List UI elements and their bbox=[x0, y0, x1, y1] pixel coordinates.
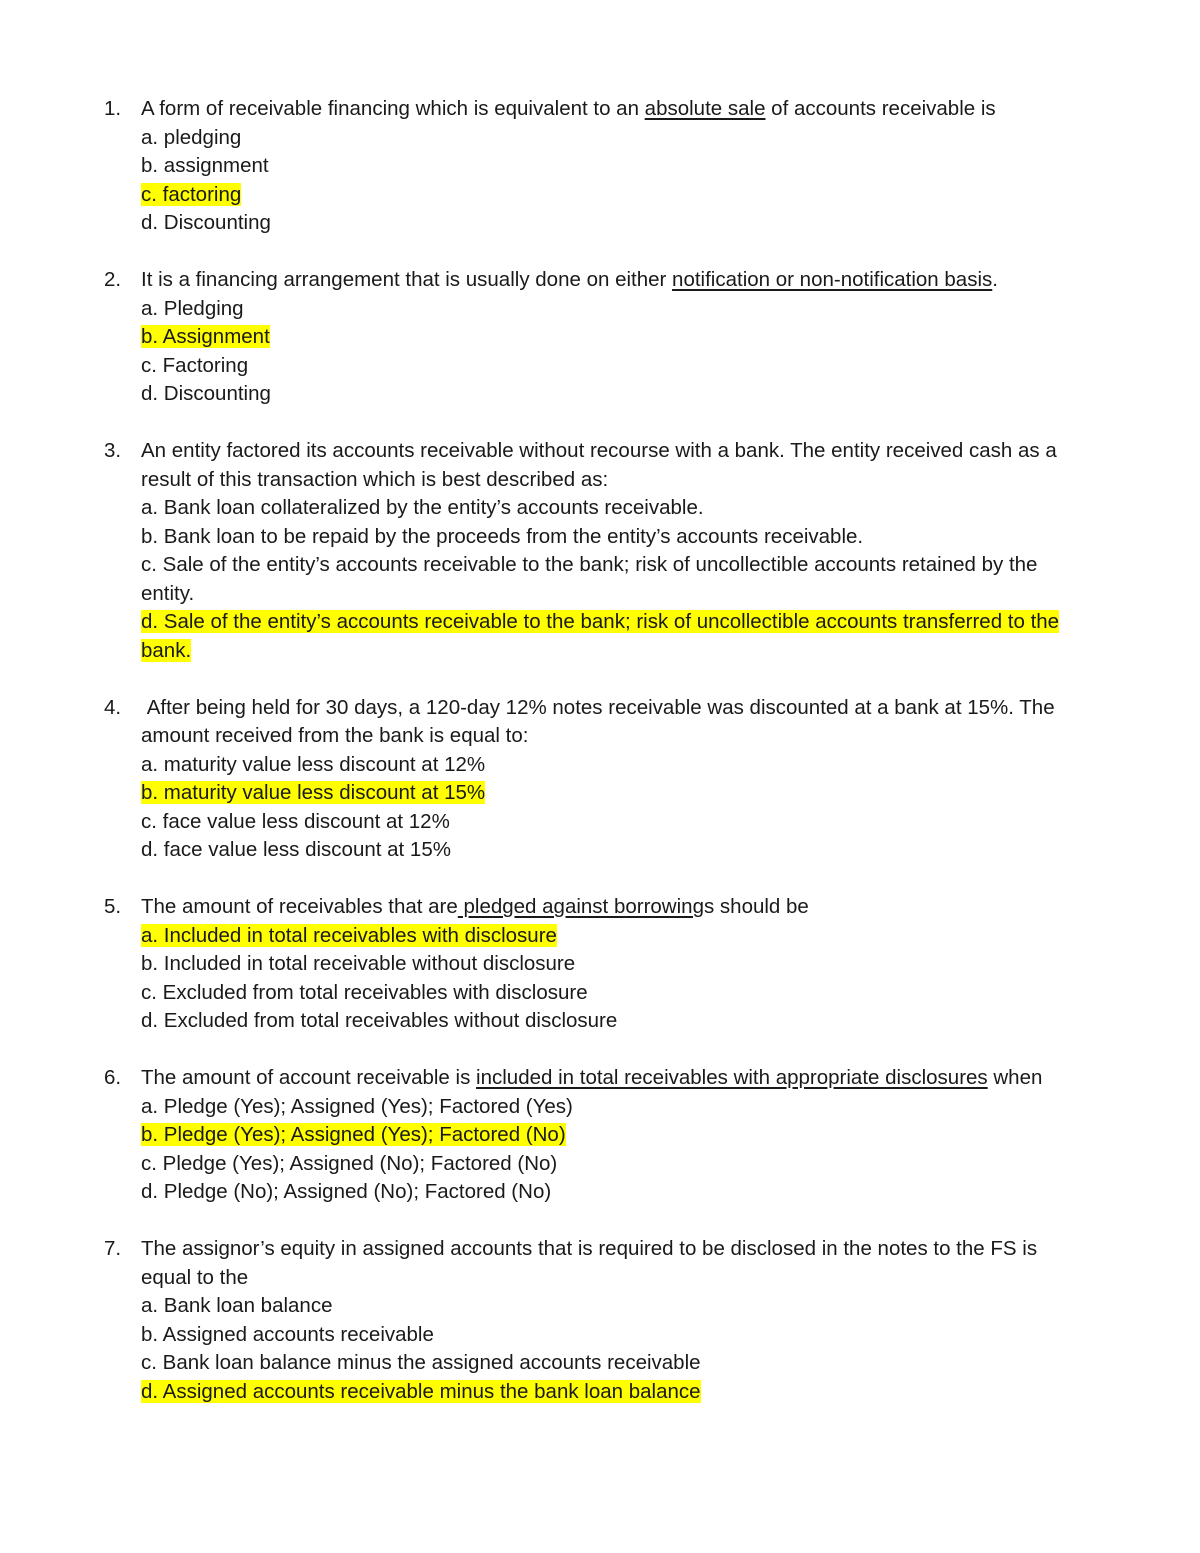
question-6 bbox=[104, 1064, 1111, 1207]
stem-underlined-text: absolute sale bbox=[644, 97, 766, 120]
question-stem: After being held for 30 days, a 120-day 12% notes receivable was discounted at a bank at 15%. The amount received from the bank is equal to: bbox=[141, 695, 1061, 747]
choice-b-answer bbox=[141, 1121, 1111, 1150]
question-stem bbox=[141, 266, 1111, 295]
choice-text: d. face value less discount at 15% bbox=[141, 838, 451, 861]
choice-a bbox=[141, 124, 1111, 153]
question-3 bbox=[104, 437, 1111, 665]
choice-d bbox=[141, 209, 1111, 238]
choice-text: a. Bank loan balance bbox=[141, 1294, 333, 1317]
choice-b bbox=[141, 523, 1111, 552]
highlighted-answer: b. Assignment bbox=[141, 325, 270, 348]
highlighted-answer: b. maturity value less discount at 15% bbox=[141, 781, 486, 804]
question-5 bbox=[104, 893, 1111, 1036]
highlighted-answer: d. Assigned accounts receivable minus the bank loan balance bbox=[141, 1379, 701, 1403]
choice-a bbox=[141, 1093, 1111, 1122]
choice-c-answer bbox=[141, 181, 1111, 210]
choice-d bbox=[141, 1178, 1111, 1207]
stem-text: . bbox=[992, 268, 998, 291]
question-7 bbox=[104, 1235, 1111, 1406]
choice-c bbox=[141, 979, 1111, 1008]
choice-text: c. Bank loan balance minus the assigned accounts receivable bbox=[141, 1351, 701, 1374]
question-number: 6. bbox=[104, 1066, 122, 1089]
choice-text: a. Pledging bbox=[141, 296, 244, 320]
stem-underlined-text: notification or non-notification basis bbox=[672, 268, 993, 291]
choice-b bbox=[141, 950, 1111, 979]
question-number: 3. bbox=[104, 439, 122, 462]
choice-text: a. Bank loan collateralized by the entity’s accounts receivable. bbox=[141, 496, 704, 519]
stem-text: when bbox=[987, 1066, 1043, 1089]
question-1 bbox=[104, 95, 1111, 238]
choice-b bbox=[141, 152, 1111, 181]
choice-b bbox=[141, 1321, 1111, 1350]
stem-text: s should be bbox=[703, 895, 809, 918]
question-stem: An entity factored its accounts receivable without recourse with a bank. The entity received cash as a result of this transaction which is best described as: bbox=[141, 439, 1057, 491]
highlighted-answer: a. Included in total receivables with disclosure bbox=[141, 923, 557, 947]
choice-c bbox=[141, 808, 1111, 837]
choice-text: c. Excluded from total receivables with disclosure bbox=[141, 980, 588, 1004]
choice-text: d. Excluded from total receivables without disclosure bbox=[141, 1009, 618, 1032]
choice-c bbox=[141, 352, 1111, 381]
choice-c bbox=[141, 551, 1096, 608]
question-stem bbox=[141, 1064, 1111, 1093]
stem-text: The amount of account receivable is bbox=[141, 1066, 477, 1089]
stem-underlined-text: pledged against borrowing bbox=[457, 895, 704, 918]
question-2 bbox=[104, 266, 1111, 409]
choice-text: b. assignment bbox=[141, 154, 269, 177]
choice-d bbox=[141, 836, 1111, 865]
question-stem: The assignor’s equity in assigned accounts that is required to be disclosed in the notes to the FS is equal to the bbox=[141, 1237, 1038, 1289]
choice-text: d. Pledge (No); Assigned (No); Factored (No) bbox=[141, 1180, 552, 1203]
choice-a-answer bbox=[141, 922, 1111, 951]
choice-text: c. Pledge (Yes); Assigned (No); Factored (No) bbox=[141, 1151, 558, 1175]
stem-text: The amount of receivables that are bbox=[141, 895, 458, 918]
stem-text: of accounts receivable is bbox=[765, 97, 996, 120]
choice-text: b. Assigned accounts receivable bbox=[141, 1322, 434, 1346]
choice-b-answer bbox=[141, 779, 1111, 808]
choice-text: d. Discounting bbox=[141, 211, 271, 234]
stem-underlined-text: included in total receivables with appropriate disclosures bbox=[476, 1066, 988, 1089]
choice-text: c. Sale of the entity’s accounts receivable to the bank; risk of uncollectible accounts retained by the entity. bbox=[141, 553, 1038, 605]
choice-a bbox=[141, 1292, 1111, 1321]
question-number: 5. bbox=[104, 895, 122, 918]
choice-a bbox=[141, 295, 1111, 324]
choice-text: a. pledging bbox=[141, 125, 242, 149]
choice-text: a. Pledge (Yes); Assigned (Yes); Factored (Yes) bbox=[141, 1094, 573, 1118]
choice-text: c. Factoring bbox=[141, 353, 249, 377]
highlighted-answer: b. Pledge (Yes); Assigned (Yes); Factored (No) bbox=[141, 1123, 566, 1146]
highlighted-answer: c. factoring bbox=[141, 182, 242, 206]
stem-text: It is a financing arrangement that is usually done on either bbox=[141, 268, 673, 291]
choice-text: d. Discounting bbox=[141, 382, 271, 405]
choice-d-answer bbox=[141, 1378, 1111, 1407]
choice-text: c. face value less discount at 12% bbox=[141, 809, 450, 833]
choice-a bbox=[141, 751, 1111, 780]
question-number: 2. bbox=[104, 268, 122, 291]
choice-c bbox=[141, 1349, 1111, 1378]
stem-text: A form of receivable financing which is equivalent to an bbox=[141, 97, 645, 120]
question-4 bbox=[104, 694, 1111, 865]
choice-b-answer bbox=[141, 323, 1111, 352]
choice-text: a. maturity value less discount at 12% bbox=[141, 752, 486, 776]
question-stem bbox=[141, 893, 1111, 922]
choice-a bbox=[141, 494, 1111, 523]
choice-d bbox=[141, 1007, 1111, 1036]
choice-d-answer bbox=[141, 608, 1086, 665]
question-stem bbox=[141, 95, 1111, 124]
highlighted-answer: d. Sale of the entity’s accounts receivable to the bank; risk of uncollectible accounts transferred to the bank. bbox=[141, 610, 1060, 662]
choice-text: b. Included in total receivable without disclosure bbox=[141, 952, 576, 975]
question-number: 1. bbox=[104, 97, 122, 120]
choice-text: b. Bank loan to be repaid by the proceeds from the entity’s accounts receivable. bbox=[141, 524, 864, 548]
question-number: 7. bbox=[104, 1237, 122, 1260]
question-number: 4. bbox=[104, 695, 122, 719]
choice-c bbox=[141, 1150, 1111, 1179]
choice-d bbox=[141, 380, 1111, 409]
